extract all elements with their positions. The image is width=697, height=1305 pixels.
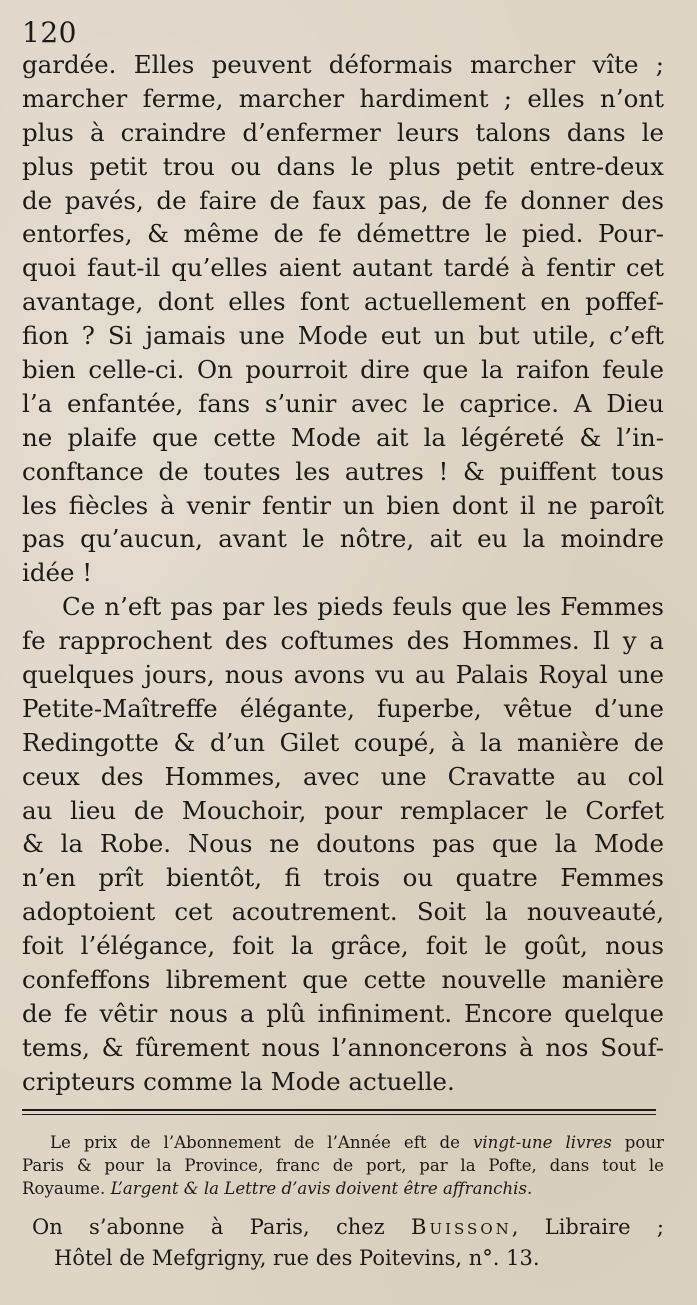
- bookseller-name: Buisson: [411, 1214, 512, 1239]
- text-line: Petite-Maîtreffe élégante, fuperbe, vêtue d’une: [22, 693, 664, 723]
- text-line: entorfes, & même de fe démettre le pied. Pour-: [22, 219, 664, 249]
- note-line: [22, 1177, 664, 1200]
- text-line: au lieu de Mouchoir, pour remplacer le Corfet: [22, 795, 664, 825]
- text-line: gardée. Elles peuvent déformais marcher vîte ;: [22, 50, 664, 79]
- note-text: pour: [624, 1132, 664, 1152]
- note-text: Royaume.: [22, 1178, 106, 1198]
- address-line: [22, 1212, 664, 1243]
- text-line: idée !: [22, 558, 93, 588]
- text-line: foit l’élégance, foit la grâce, foit le goût, nous: [22, 931, 664, 961]
- subscription-price-note: [22, 1131, 664, 1200]
- text-line: bien celle-ci. On pourroit dire que la raifon feule: [22, 355, 664, 385]
- body-text: [22, 48, 664, 1099]
- text-line: pas qu’aucun, avant le nôtre, ait eu la moindre: [22, 524, 664, 554]
- book-page: [22, 18, 664, 1274]
- text-line: tems, & fûrement nous l’annoncerons à nos Souf-: [22, 1032, 664, 1062]
- text-line: avantage, dont elles font actuellement en poffef-: [22, 287, 664, 317]
- subscription-address: [22, 1212, 664, 1274]
- text-line: de pavés, de faire de faux pas, de fe donner des: [22, 185, 664, 215]
- note-text: Le prix de l’Abonnement de l’Année eft de: [50, 1132, 460, 1152]
- text-line: quelques jours, nous avons vu au Palais Royal une: [22, 660, 664, 690]
- text-line: n’en prît bientôt, fi trois ou quatre Femmes: [22, 863, 664, 893]
- text-line: plus petit trou ou dans le plus petit entre-deux: [22, 151, 664, 181]
- text-line: ne plaife que cette Mode ait la légéreté & l’in-: [22, 422, 664, 452]
- divider-rule: [22, 1109, 656, 1115]
- note-line: Paris & pour la Province, franc de port, par la Pofte, dans tout le: [22, 1155, 664, 1175]
- text-line: ceux des Hommes, avec une Cravatte au col: [22, 761, 664, 791]
- text-line: confeffons librement que cette nouvelle manière: [22, 965, 664, 995]
- note-italic-text: vingt-une livres: [473, 1132, 612, 1152]
- text-line: les fiècles à venir fentir un bien dont il ne paroît: [22, 490, 664, 520]
- text-line: & la Robe. Nous ne doutons pas que la Mode: [22, 829, 664, 859]
- address-text: On s’abonne à Paris, chez: [32, 1214, 385, 1239]
- address-text: , Libraire ;: [511, 1214, 664, 1239]
- text-line: fe rapprochent des coftumes des Hommes. Il y a: [22, 626, 664, 656]
- page-number: 120: [22, 16, 77, 49]
- text-line: quoi faut-il qu’elles aient autant tardé à fentir cet: [22, 253, 664, 283]
- text-line: l’a enfantée, fans s’unir avec le caprice. A Dieu: [22, 388, 664, 418]
- note-italic-text: L’argent & la Lettre d’avis doivent être affranchis.: [110, 1178, 533, 1198]
- text-line: cripteurs comme la Mode actuelle.: [22, 1066, 455, 1096]
- note-line: [22, 1131, 664, 1154]
- text-line: adoptoient cet acoutrement. Soit la nouveauté,: [22, 897, 664, 927]
- text-line: Redingotte & d’un Gilet coupé, à la manière de: [22, 727, 664, 757]
- text-line: de fe vêtir nous a plû infiniment. Encore quelque: [22, 998, 664, 1028]
- text-line: conftance de toutes les autres ! & puiffent tous: [22, 456, 664, 486]
- address-line: Hôtel de Mefgrigny, rue des Poitevins, n°. 13.: [54, 1245, 540, 1270]
- text-line: marcher ferme, marcher hardiment ; elles n’ont: [22, 83, 664, 113]
- text-line: plus à craindre d’enfermer leurs talons dans le: [22, 117, 664, 147]
- text-line: Ce n’eft pas par les pieds feuls que les Femmes: [62, 592, 664, 622]
- text-line: fion ? Si jamais une Mode eut un but utile, c’eft: [22, 321, 664, 351]
